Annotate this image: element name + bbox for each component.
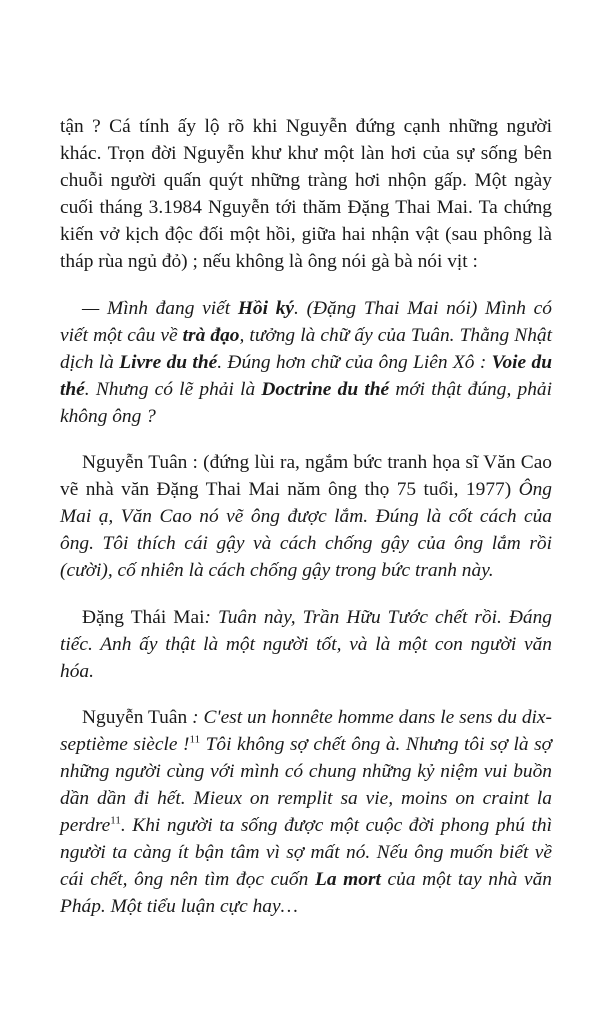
bold-term-livre-du-the: Livre du thé <box>119 351 218 373</box>
text-run: , tưởng là chữ ấy của Tuân. Thằng Nhật dịch là <box>60 324 552 373</box>
footnote-marker: 11 <box>110 814 121 827</box>
text-run: — Mình đang viết <box>82 297 238 319</box>
page-body <box>60 113 552 921</box>
paragraph-nguyen-tuan-speech-2 <box>60 704 552 921</box>
speech-text: Tôi không sợ chết ông à. Nhưng tôi sợ là sợ những người cùng với mình có chung những kỷ niệm vui buồn dần dần đi hết. Mieux on remplit sa vie, moins on craint la perdre <box>60 733 552 837</box>
speaker-name: Nguyễn Tuân <box>82 706 188 728</box>
speech-text: . Khi người ta sống được một cuộc đời phong phú thì người ta càng ít bận tâm vì sợ mất nó. Nếu ông muốn biết về cái chết, ông nên tìm đọc cuốn <box>60 815 552 891</box>
text-run: . Nhưng có lẽ phải là <box>84 378 262 400</box>
speaker-stage-direction: Nguyễn Tuân : (đứng lùi ra, ngắm bức tranh họa sĩ Văn Cao vẽ nhà văn Đặng Thai Mai năm ông thọ 75 tuổi, 1977) <box>60 452 552 501</box>
bold-term-la-mort: La mort <box>314 869 381 891</box>
text-run: . Đúng hơn chữ của ông Liên Xô : <box>217 351 492 373</box>
footnote-marker: 11 <box>189 733 201 746</box>
bold-term-voie-du-the: Voie du thé <box>60 351 552 400</box>
speech-text: của một tay nhà văn Pháp. Một tiểu luận cực hay… <box>60 869 552 918</box>
bold-term-doctrine-du-the: Doctrine du thé <box>261 378 390 400</box>
paragraph-nguyen-tuan-speech-1 <box>60 449 552 584</box>
speech-text: : C'est un honnête homme dans le sens du dix-septième siècle ! <box>60 706 552 755</box>
bold-term-hoi-ky: Hồi ký <box>237 297 295 319</box>
text-run: . (Đặng Thai Mai nói) Mình có viết một câu về <box>60 297 552 346</box>
paragraph-intro: tận ? Cá tính ấy lộ rõ khi Nguyễn đứng cạnh những người khác. Trọn đời Nguyễn khư khư một làn hơi của sự sống bên chuỗi người quấn quýt những tràng hơi nhộn gấp. Một ngày cuối tháng 3.1984 Nguyễn tới thăm Đặng Thai Mai. Ta chứng kiến vở kịch độc đối một hồi, giữa hai nhận vật (sau phông là tháp rùa ngủ đỏ) ; nếu không là ông nói gà bà nói vịt : <box>60 116 552 273</box>
speaker-name: Đặng Thái Mai <box>82 606 205 628</box>
paragraph-dang-thai-mai-speech <box>60 295 552 430</box>
bold-term-tra-dao: trà đạo <box>182 324 240 346</box>
speech-text: : Tuân này, Trần Hữu Tước chết rồi. Đáng tiếc. Anh ấy thật là một người tốt, và là một con người văn hóa. <box>60 606 552 682</box>
paragraph-dang-thai-mai-speech-2 <box>60 604 552 685</box>
speech-text: Ông Mai ạ, Văn Cao nó vẽ ông được lắm. Đúng là cốt cách của ông. Tôi thích cái gậy và cách chống gậy của ông lắm rồi (cười), cố nhiên là cách chống gậy trong bức tranh này. <box>60 479 552 582</box>
text-run: mới thật đúng, phải không ông ? <box>60 378 552 427</box>
